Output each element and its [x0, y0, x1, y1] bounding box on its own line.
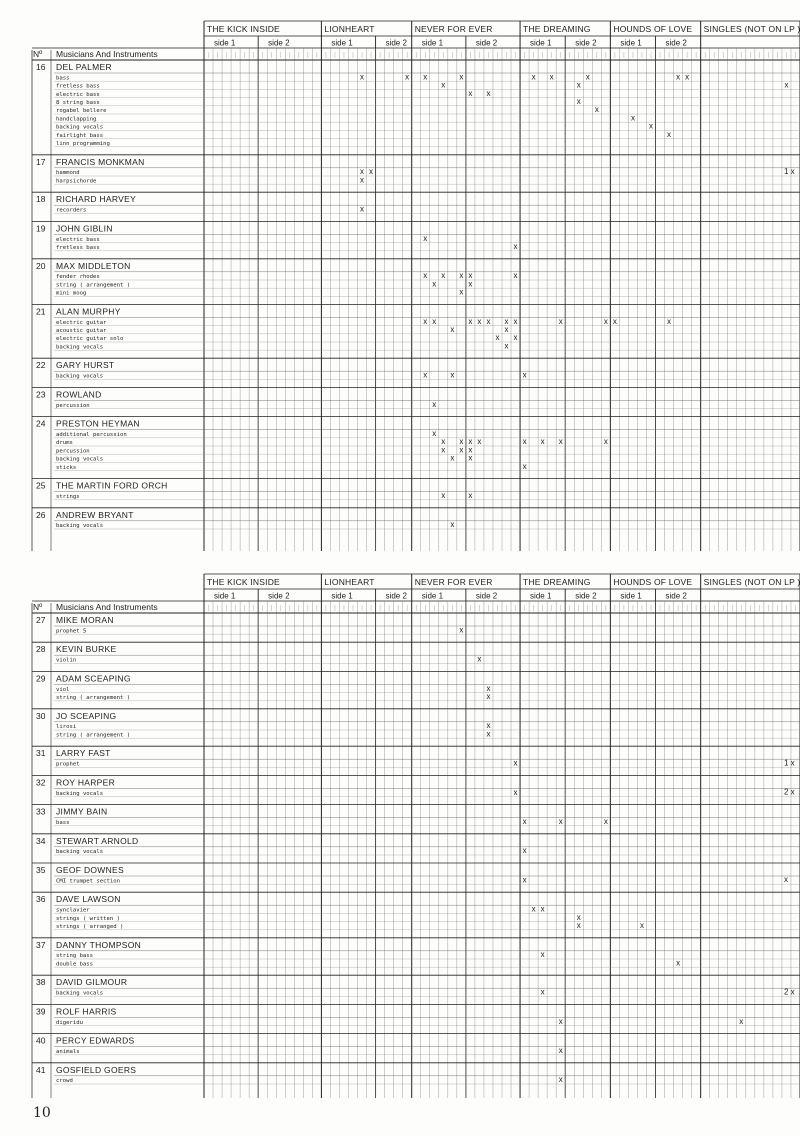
instrument-label: additional percussion	[56, 432, 127, 438]
musician-number: 37	[36, 939, 46, 950]
musician-name: ROWLAND	[56, 389, 102, 400]
musician-number: 40	[36, 1035, 46, 1046]
musician-number: 33	[36, 806, 46, 817]
musician-number: 28	[36, 644, 46, 655]
musician-number: 19	[36, 223, 46, 234]
track-mark: x	[522, 461, 527, 471]
track-mark: x	[667, 316, 672, 326]
track-mark: x	[495, 333, 500, 343]
musician-name: DEL PALMER	[56, 62, 112, 72]
instrument-label: lirosi	[56, 724, 77, 731]
album-title: HOUNDS OF LOVE	[613, 577, 693, 587]
track-mark: x	[432, 429, 437, 438]
side-label: side 1	[421, 38, 444, 48]
side-label: side 2	[475, 591, 498, 601]
instrument-label: drums	[56, 440, 73, 447]
musician-name: ANDREW BRYANT	[56, 509, 134, 520]
track-mark: x	[558, 316, 563, 326]
track-mark: x	[603, 316, 608, 326]
track-mark: x	[405, 72, 410, 82]
musician-entry	[32, 805, 800, 826]
musician-name: DAVID GILMOUR	[56, 977, 128, 988]
track-mark: x	[649, 121, 653, 131]
track-mark: x	[486, 88, 491, 98]
musician-name: PRESTON HEYMAN	[56, 418, 140, 429]
track-mark: x	[513, 316, 518, 326]
musician-name: MIKE MORAN	[56, 615, 114, 625]
track-mark: x	[504, 341, 509, 351]
track-mark: x	[513, 242, 518, 251]
instrument-label: sticks	[56, 464, 77, 471]
track-mark: x	[423, 271, 428, 281]
track-mark: x	[558, 1046, 563, 1055]
instrument-label: violin	[56, 657, 77, 664]
musician-entry	[32, 221, 800, 251]
musician-name: JOHN GIBLIN	[56, 223, 113, 234]
track-mark: x	[450, 520, 455, 530]
instrument-label: strings ( arranged )	[56, 924, 124, 930]
track-mark: x	[423, 72, 428, 82]
musician-name: THE MARTIN FORD ORCH	[56, 480, 168, 491]
musician-number: 30	[36, 710, 46, 721]
musician-name: MAX MIDDLETON	[56, 260, 131, 271]
track-mark: x	[468, 437, 473, 447]
musician-name: STEWART ARNOLD	[56, 835, 139, 846]
side-label: side 1	[214, 591, 236, 601]
musicians-column-header: Musicians And Instruments	[56, 49, 158, 59]
instrument-label: synclavier	[56, 907, 90, 914]
musician-entry	[32, 60, 800, 147]
instrument-label: hammond	[56, 170, 80, 177]
track-mark: x	[450, 453, 455, 463]
musician-entry	[32, 155, 800, 185]
instrument-label: harpsichorde	[56, 178, 97, 185]
track-mark: x	[639, 921, 644, 930]
track-mark: x	[576, 80, 581, 90]
side-label: side 1	[620, 591, 642, 601]
track-mark: x	[441, 437, 446, 447]
side-label: side 2	[385, 38, 407, 48]
track-mark: x	[558, 1075, 563, 1085]
track-mark: x	[486, 692, 491, 701]
musician-entry	[32, 746, 800, 767]
instrument-label: backing vocals	[56, 523, 104, 530]
musician-number: 41	[36, 1064, 46, 1075]
track-mark: x	[459, 287, 464, 297]
track-mark: x	[522, 875, 527, 885]
track-mark: x	[513, 758, 518, 768]
instrument-label: mini moog	[56, 290, 87, 297]
number-column-header: Nº	[33, 602, 43, 612]
track-mark: x	[423, 316, 428, 326]
chart-table-2	[32, 574, 800, 1098]
track-mark: x	[558, 1016, 563, 1026]
musician-entry	[32, 508, 800, 529]
musician-name: KEVIN BURKE	[56, 644, 117, 655]
track-mark: x	[450, 325, 455, 334]
instrument-label: prophet	[56, 761, 80, 768]
album-title: NEVER FOR EVER	[414, 577, 493, 587]
instrument-label: backing vocals	[56, 790, 104, 797]
side-label: side 2	[268, 591, 290, 601]
track-mark: x	[477, 654, 482, 664]
musician-number: 16	[36, 62, 46, 72]
album-title: LIONHEART	[324, 577, 375, 587]
instrument-label: backing vocals	[56, 124, 104, 131]
track-mark: x	[459, 437, 464, 447]
album-title: LIONHEART	[324, 24, 375, 34]
musician-entry	[32, 1063, 800, 1084]
musician-number: 17	[36, 156, 46, 167]
track-mark: x	[441, 271, 446, 281]
instrument-label: fairlight bass	[56, 132, 104, 139]
track-mark: x	[360, 167, 365, 177]
album-title: SINGLES (NOT ON LP )	[703, 577, 800, 587]
track-mark: x	[459, 72, 464, 82]
track-mark: x	[522, 437, 527, 447]
track-mark: x	[531, 904, 536, 914]
track-mark: x	[360, 175, 365, 185]
instrument-label: 8 string bass	[56, 100, 100, 106]
track-mark: x	[486, 316, 491, 326]
side-label: side 2	[575, 591, 597, 601]
track-mark: x	[441, 80, 446, 90]
page-number: 10	[33, 1105, 51, 1121]
track-mark: x	[784, 80, 789, 90]
track-mark: x	[441, 445, 446, 455]
musician-entry	[32, 417, 800, 471]
instrument-label: fender rhodes	[56, 274, 100, 281]
musician-name: ROLF HARRIS	[56, 1006, 117, 1017]
instrument-label: prophet 5	[56, 628, 87, 635]
musician-number: 38	[36, 977, 46, 988]
track-mark: x	[477, 437, 482, 447]
musician-name: ADAM SCEAPING	[56, 673, 131, 684]
musician-number: 36	[36, 894, 46, 905]
instrument-label: backing vocals	[56, 373, 104, 380]
instrument-label: string bass	[56, 953, 94, 960]
side-label: side 1	[331, 38, 353, 48]
track-mark: x	[486, 729, 491, 739]
musician-number: 22	[36, 360, 46, 371]
instrument-label: recorders	[56, 207, 87, 214]
track-mark: x	[739, 1016, 744, 1026]
track-mark: x	[522, 846, 527, 856]
track-mark: x	[477, 316, 482, 326]
musician-number: 20	[36, 260, 46, 271]
track-mark: x	[432, 316, 437, 326]
track-mark: x	[540, 437, 545, 447]
musician-entry	[32, 1004, 800, 1025]
track-mark: x	[459, 271, 464, 281]
instrument-label: strings	[56, 494, 80, 500]
musician-name: GEOF DOWNES	[56, 865, 124, 875]
singles-note: 2 x	[784, 987, 795, 997]
singles-note: 2 x	[784, 787, 795, 797]
side-label: side 2	[268, 38, 290, 48]
instrument-label: bass	[56, 820, 70, 826]
instrument-label: string ( arrangement )	[56, 732, 131, 739]
side-label: side 1	[530, 591, 552, 601]
musician-number: 25	[36, 480, 46, 491]
instrument-label: electric guitar solo	[56, 336, 124, 343]
track-mark: x	[504, 325, 509, 334]
number-column-header: Nº	[33, 49, 43, 59]
musician-number: 26	[36, 509, 46, 520]
musician-number: 27	[36, 615, 46, 625]
track-mark: x	[630, 113, 635, 123]
track-mark: x	[468, 491, 473, 500]
instrument-label: bass	[56, 75, 70, 82]
track-mark: x	[540, 987, 545, 997]
instrument-label: percussion	[56, 448, 90, 455]
instrument-label: string ( arrangement )	[56, 282, 131, 289]
musician-number: 35	[36, 865, 46, 875]
side-label: side 2	[475, 38, 498, 48]
musician-name: GOSFIELD GOERS	[56, 1064, 137, 1075]
side-label: side 1	[214, 38, 236, 48]
album-title: SINGLES (NOT ON LP )	[703, 24, 800, 34]
instrument-label: viol	[56, 686, 70, 693]
musician-name: JO SCEAPING	[56, 710, 117, 721]
instrument-label: fretless bass	[56, 245, 100, 251]
musician-name: FRANCIS MONKMAN	[56, 156, 145, 167]
musician-entry	[32, 358, 800, 379]
track-mark: x	[558, 437, 563, 447]
instrument-label: CMI trumpet section	[56, 878, 120, 885]
album-title: THE DREAMING	[523, 577, 591, 587]
instrument-label: electric bass	[56, 236, 100, 243]
musician-entry	[32, 259, 800, 297]
track-mark: x	[576, 97, 581, 106]
musician-entry	[32, 975, 800, 996]
album-title: THE KICK INSIDE	[207, 24, 280, 34]
musician-number: 18	[36, 194, 46, 205]
track-mark: x	[522, 817, 527, 826]
musician-number: 29	[36, 673, 46, 684]
track-mark: x	[576, 912, 581, 922]
instrument-label: strings ( written )	[56, 915, 120, 922]
musician-name: GARY HURST	[56, 360, 115, 371]
instrument-label: fretless bass	[56, 83, 100, 90]
instrument-label: crowd	[56, 1078, 73, 1085]
track-mark: x	[360, 204, 365, 214]
instrument-label: linn programming	[56, 141, 110, 147]
track-mark: x	[603, 817, 608, 826]
track-mark: x	[504, 316, 509, 326]
musician-number: 34	[36, 835, 46, 846]
track-mark: x	[486, 721, 491, 731]
instrument-label: acoustic guitar	[56, 328, 107, 334]
musician-entry	[32, 304, 800, 350]
instrument-label: handclapping	[56, 116, 97, 123]
musician-entry	[32, 709, 800, 739]
musician-number: 24	[36, 418, 46, 429]
singles-note: x	[784, 875, 788, 885]
album-title: NEVER FOR EVER	[414, 24, 493, 34]
track-mark: x	[549, 72, 554, 82]
singles-note: 1 x	[784, 758, 795, 768]
track-mark: x	[540, 950, 545, 960]
track-mark: x	[441, 491, 446, 500]
instrument-label: animals	[56, 1049, 80, 1055]
instrument-label: electric bass	[56, 91, 100, 98]
track-mark: x	[558, 817, 563, 826]
musician-entry	[32, 863, 800, 884]
track-mark: x	[676, 958, 681, 968]
side-label: side 2	[665, 38, 687, 48]
musician-entry	[32, 387, 800, 408]
musician-entry	[32, 775, 800, 796]
track-mark: x	[468, 453, 473, 463]
track-mark: x	[468, 88, 473, 98]
side-label: side 1	[530, 38, 552, 48]
musician-name: DANNY THOMPSON	[56, 939, 142, 950]
track-mark: x	[468, 445, 473, 455]
musician-entry	[32, 834, 800, 855]
album-title: THE KICK INSIDE	[207, 577, 280, 587]
track-mark: x	[676, 72, 681, 82]
track-mark: x	[468, 271, 473, 281]
instrument-label: backing vocals	[56, 849, 104, 856]
musician-entry	[32, 671, 800, 701]
side-label: side 1	[331, 591, 353, 601]
track-mark: x	[603, 437, 608, 447]
instrument-label: electric guitar	[56, 319, 107, 326]
track-mark: x	[531, 72, 536, 82]
musician-entry	[32, 1034, 800, 1055]
instrument-label: rogabel bellere	[56, 108, 107, 115]
track-mark: x	[360, 72, 365, 82]
track-mark: x	[423, 370, 428, 380]
track-mark: x	[513, 787, 518, 797]
track-mark: x	[612, 316, 617, 326]
instrument-label: backing vocals	[56, 990, 104, 997]
musician-entry	[32, 892, 800, 930]
musicians-column-header: Musicians And Instruments	[56, 602, 158, 612]
musician-number: 31	[36, 748, 46, 759]
track-mark: x	[468, 279, 473, 289]
musician-number: 21	[36, 306, 46, 317]
track-mark: x	[540, 904, 545, 914]
musician-name: JIMMY BAIN	[56, 806, 108, 817]
side-label: side 1	[421, 591, 444, 601]
musician-number: 32	[36, 777, 46, 788]
track-mark: x	[369, 167, 374, 177]
side-label: side 2	[575, 38, 597, 48]
side-label: side 1	[620, 38, 642, 48]
instrument-label: string ( arrangement )	[56, 695, 131, 701]
musician-entry	[32, 642, 800, 663]
musician-entry	[32, 479, 800, 500]
track-mark: x	[450, 370, 455, 380]
musician-name: ALAN MURPHY	[56, 306, 121, 317]
musician-name: DAVE LAWSON	[56, 894, 121, 905]
track-mark: x	[459, 625, 464, 635]
track-mark: x	[432, 399, 437, 409]
track-mark: x	[585, 72, 590, 82]
track-mark: x	[423, 233, 428, 243]
musician-entry	[32, 613, 800, 634]
musician-name: LARRY FAST	[56, 748, 111, 759]
musician-number: 23	[36, 389, 46, 400]
musician-name: ROY HARPER	[56, 777, 116, 788]
musician-entry	[32, 938, 800, 968]
track-mark: x	[513, 271, 518, 281]
instrument-label: digeridu	[56, 1019, 83, 1026]
instrument-label: backing vocals	[56, 344, 104, 351]
track-mark: x	[594, 105, 599, 115]
track-mark: x	[468, 316, 473, 326]
side-label: side 2	[385, 591, 407, 601]
instrument-label: backing vocals	[56, 456, 104, 463]
musician-number: 39	[36, 1006, 46, 1017]
musician-entry	[32, 192, 800, 213]
track-mark: x	[486, 683, 491, 693]
track-mark: x	[459, 445, 464, 455]
musician-name: RICHARD HARVEY	[56, 194, 137, 205]
musician-name: PERCY EDWARDS	[56, 1035, 135, 1046]
singles-note: 1 x	[784, 167, 795, 176]
album-title: HOUNDS OF LOVE	[613, 24, 693, 34]
track-mark: x	[513, 333, 518, 343]
album-title: THE DREAMING	[523, 24, 591, 34]
track-mark: x	[576, 921, 581, 930]
track-mark: x	[685, 72, 690, 82]
track-mark: x	[667, 129, 672, 139]
instrument-label: double bass	[56, 961, 94, 968]
track-mark: x	[522, 370, 527, 380]
chart-table-1	[32, 21, 800, 551]
side-label: side 2	[665, 591, 687, 601]
track-mark: x	[432, 279, 437, 289]
instrument-label: percussion	[56, 402, 90, 409]
